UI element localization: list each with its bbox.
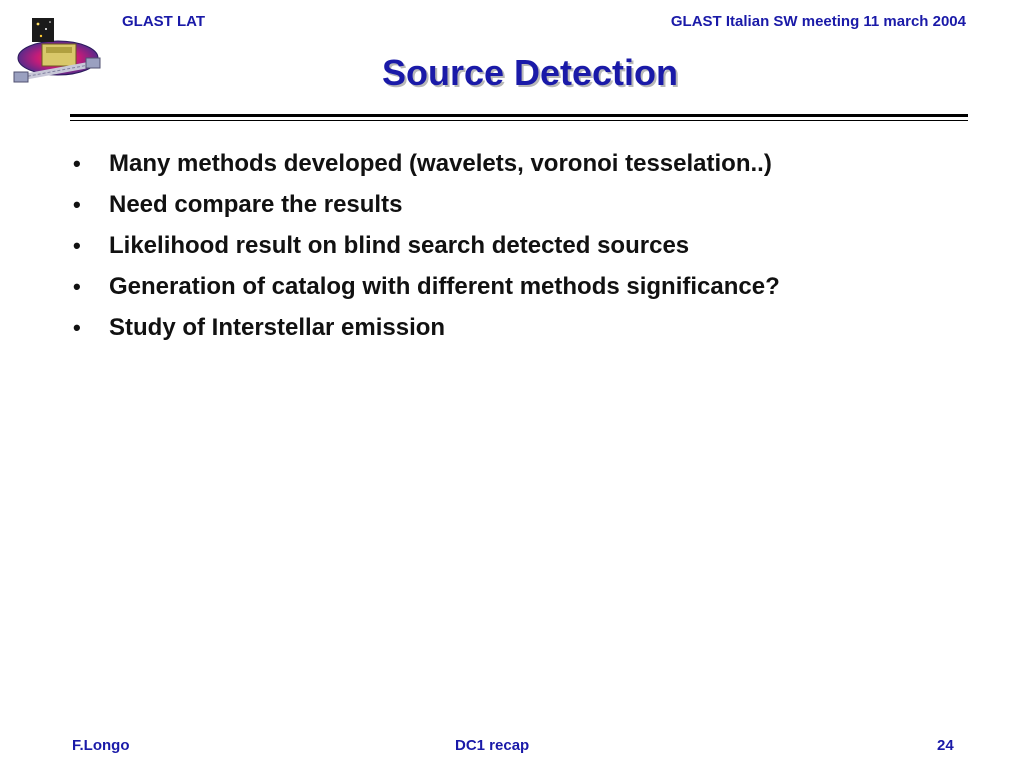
- footer-section: DC1 recap: [455, 737, 530, 754]
- bullet-text: Many methods developed (wavelets, voronoi tesselation..): [109, 150, 772, 177]
- bullet-text: Generation of catalog with different methods significance?: [109, 273, 780, 300]
- bullet-item: [70, 310, 780, 351]
- footer-page-number: 24: [937, 737, 954, 754]
- bullet-text: Likelihood result on blind search detected sources: [109, 232, 690, 259]
- bullet-dot-icon: •: [73, 192, 81, 217]
- bullet-item: [70, 228, 780, 269]
- bullet-item: [70, 146, 780, 187]
- bullet-list: [70, 146, 780, 351]
- bullet-item: [70, 187, 780, 228]
- bullet-dot-icon: •: [73, 233, 81, 258]
- title-rule-thick: [70, 114, 968, 117]
- bullet-dot-icon: •: [73, 274, 81, 299]
- title-rule-thin: [70, 120, 968, 121]
- bullet-dot-icon: •: [73, 315, 81, 340]
- bullet-text: Study of Interstellar emission: [109, 314, 446, 341]
- header-project-label: GLAST LAT: [122, 13, 206, 30]
- footer-author: F.Longo: [72, 737, 130, 754]
- slide-title: Source Detection: [381, 52, 679, 93]
- header-meeting-label: GLAST Italian SW meeting 11 march 2004: [670, 13, 966, 30]
- bullet-text: Need compare the results: [109, 191, 403, 218]
- bullet-item: [70, 269, 780, 310]
- bullet-dot-icon: •: [73, 151, 81, 176]
